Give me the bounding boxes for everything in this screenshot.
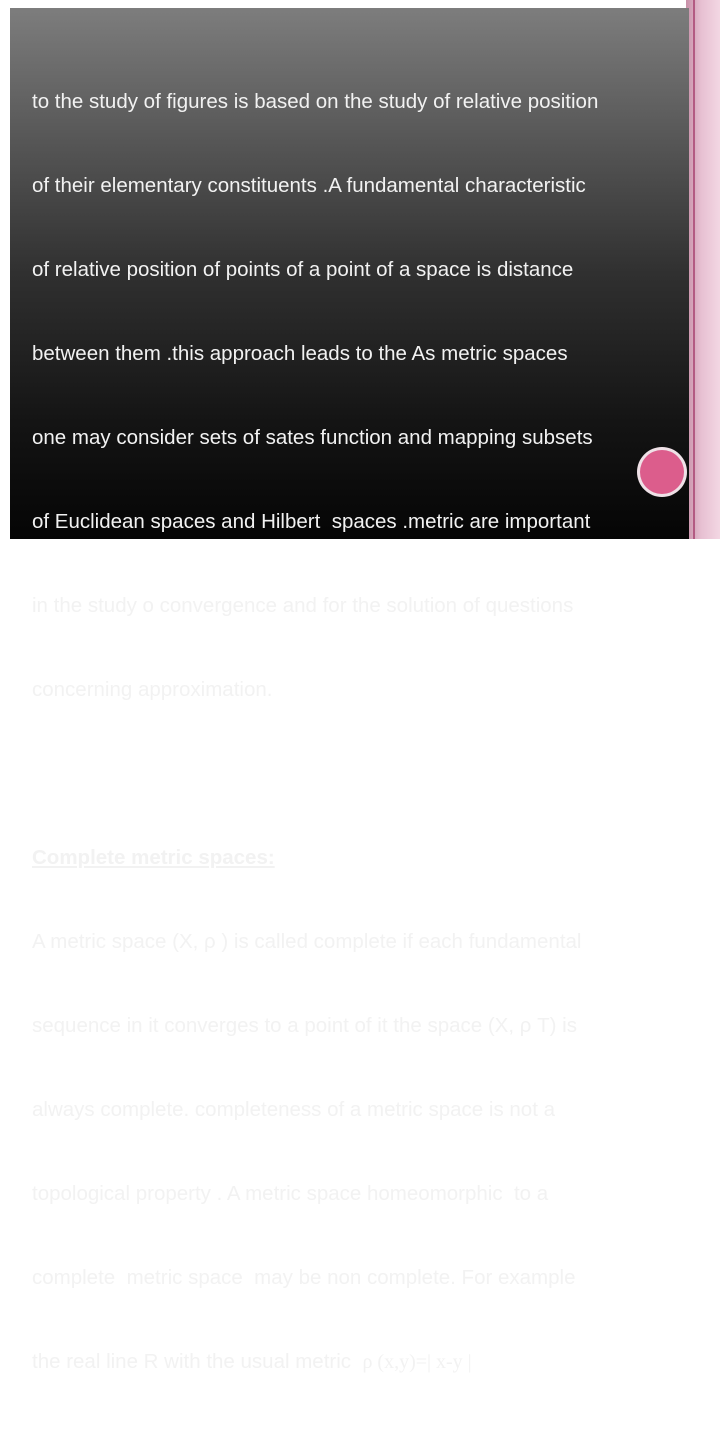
body-line-1: A metric space (X, ρ ) is called complete if each fundamental <box>32 930 582 953</box>
slide-text <box>32 32 692 1432</box>
intro-line-7: in the study o convergence and for the solution of questions <box>32 594 574 617</box>
body-line-6 <box>32 1348 692 1376</box>
last-line-text: the real line R with the usual metric <box>32 1350 363 1373</box>
body-line-3: always complete. completeness of a metric space is not a <box>32 1098 555 1121</box>
metric-formula: ρ (x,y)=| x-y | <box>362 1351 472 1373</box>
decorative-pink-circle <box>640 450 684 494</box>
body-line-2: sequence in it converges to a point of it the space (X, ρ T) is <box>32 1014 577 1037</box>
intro-line-3: of relative position of points of a point of a space is distance <box>32 258 574 281</box>
paragraph-gap <box>32 760 692 788</box>
intro-line-6: of Euclidean spaces and Hilbert spaces .metric are important <box>32 510 591 533</box>
section-heading: Complete metric spaces: <box>32 846 275 869</box>
intro-line-5: one may consider sets of sates function and mapping subsets <box>32 426 593 449</box>
body-line-5: complete metric space may be non complete. For example <box>32 1266 576 1289</box>
intro-line-1: to the study of figures is based on the study of relative position <box>32 90 599 113</box>
body-line-4: topological property . A metric space homeomorphic to a <box>32 1182 549 1205</box>
decorative-side-line <box>693 0 695 539</box>
intro-line-2: of their elementary constituents .A fundamental characteristic <box>32 174 586 197</box>
intro-line-4: between them .this approach leads to the As metric spaces <box>32 342 568 365</box>
intro-line-8: concerning approximation. <box>32 678 273 701</box>
